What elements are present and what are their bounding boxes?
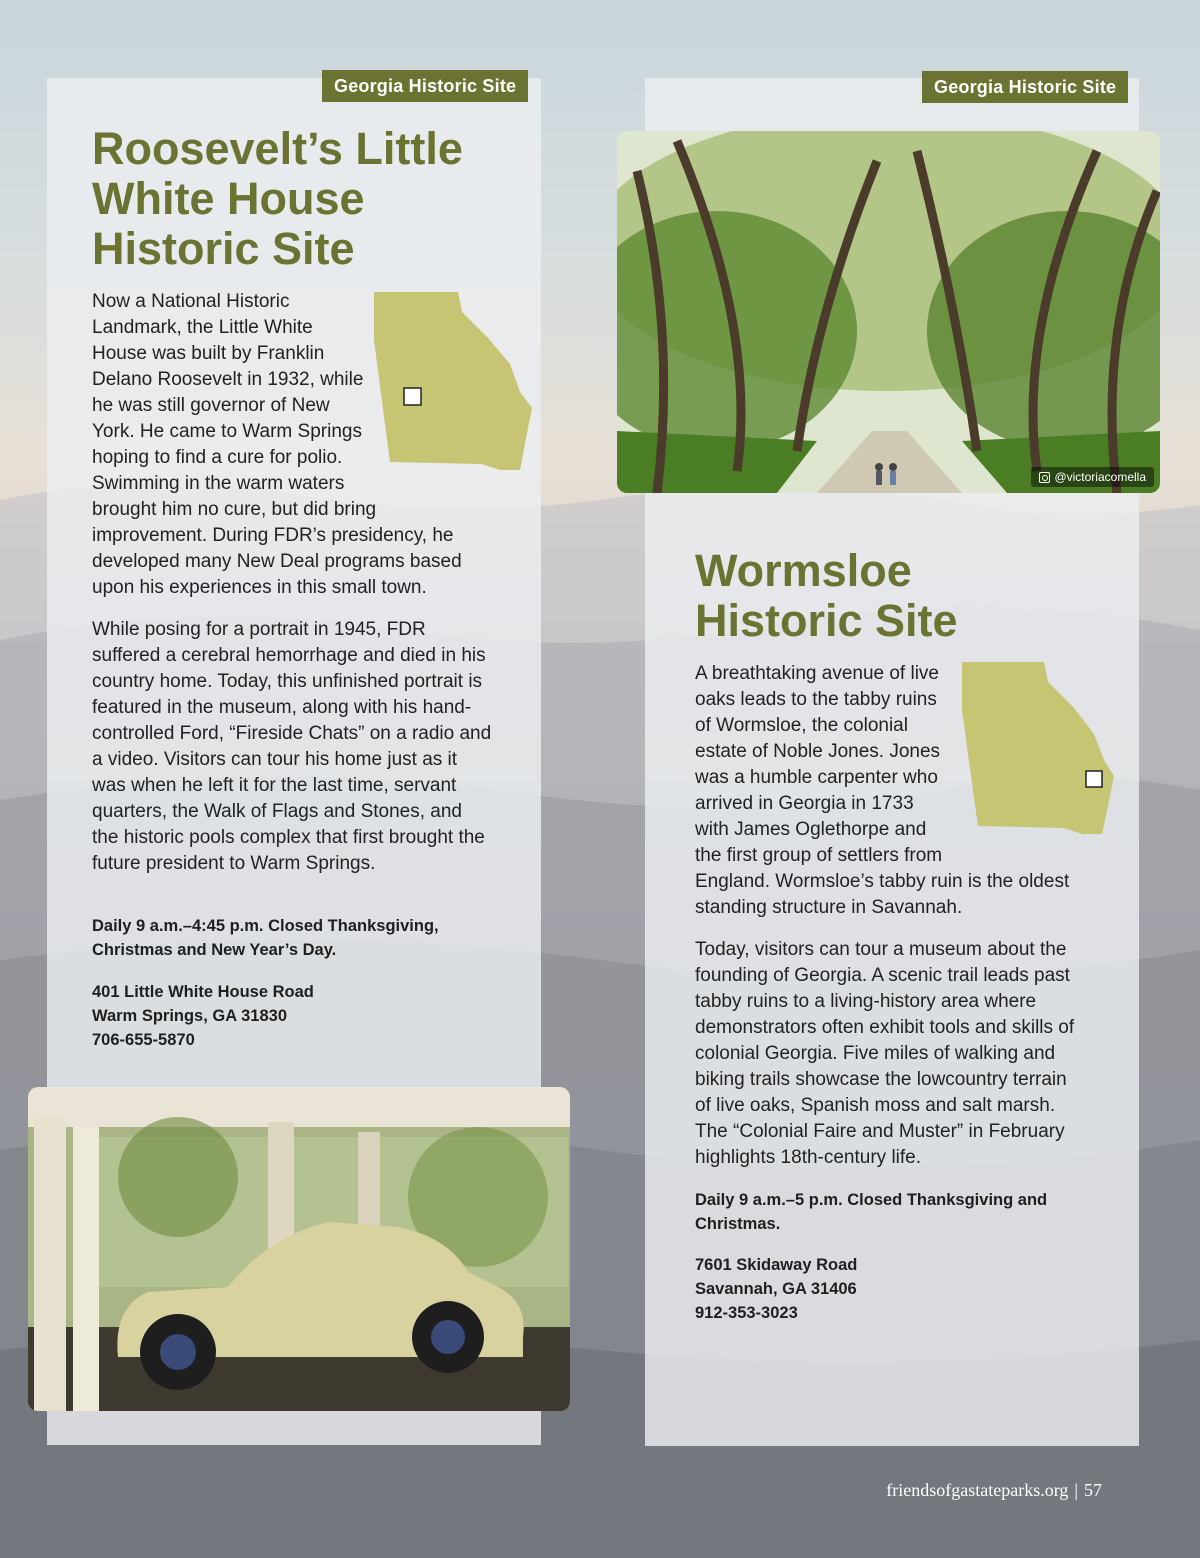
map-wrap-spacer [945, 661, 1085, 851]
right-hours: Daily 9 a.m.–5 p.m. Closed Thanksgiving and Christmas. [695, 1191, 1048, 1233]
page-footer: friendsofgastateparks.org | 57 [886, 1480, 1102, 1500]
right-title: Wormsloe Historic Site [695, 545, 958, 646]
left-address: 401 Little White House Road Warm Springs, GA 31830 706-655-5870 [92, 983, 314, 1049]
left-body: Now a National Historic Landmark, the Little White House was built by Franklin Delano Roosevelt in 1932, while he was still governor of New York. He came to Warm Springs hoping to find a cure for polio. Swimming in the warm waters brought him no cure, but did bring improvement. During FDR’s presidency, he developed many New Deal programs based upon his experiences in this small town. While posing for a portrait in 1945, FDR suffered a cerebral hemorrhage and died in his country home. Today, this unfinished portrait is featured in the museum, along with his hand-controlled Ford, “Fireside Chats” on a radio and a video. Visitors can tour his home just as it was when he left it for the last time, servant quarters, the Walk of Flags and Stones, and the historic pools complex that first brought the future president to Warm Springs. [92, 291, 492, 874]
right-address: 7601 Skidaway Road Savannah, GA 31406 912-353-3023 [695, 1256, 858, 1322]
camera-icon [1039, 472, 1050, 483]
footer-site-link[interactable]: friendsofgastateparks.org [886, 1480, 1069, 1500]
page-number: 57 [1084, 1480, 1102, 1500]
map-wrap-spacer [364, 289, 492, 479]
right-category-tag: Georgia Historic Site [922, 71, 1128, 103]
live-oak-avenue-photo [617, 131, 1160, 493]
fdr-car-photo [28, 1087, 570, 1411]
location-marker-icon [1086, 771, 1102, 787]
right-body: A breathtaking avenue of live oaks leads to the tabby ruins of Wormsloe, the colonial estate of Noble Jones. Jones was a humble carpenter who arrived in Georgia in 1733 with James Oglethorpe and the first group of settlers from England. Wormsloe’s tabby ruin is the oldest standing structure in Savannah. Today, visitors can tour a museum about the founding of Georgia. A scenic trail leads past tabby ruins to a living-history area where demonstrators often exhibit tools and skills of colonial Georgia. Five miles of walking and biking trails showcase the lowcountry terrain of live oaks, Spanish moss and salt marsh. The “Colonial Faire and Muster” in February highlights 18th-century life. [695, 661, 1085, 1187]
left-hours: Daily 9 a.m.–4:45 p.m. Closed Thanksgiving, Christmas and New Year’s Day. [92, 917, 439, 959]
left-title: Roosevelt’s Little White House Historic Site [92, 123, 463, 274]
left-category-tag: Georgia Historic Site [322, 70, 528, 102]
photo-credit: @victoriacomella [1031, 467, 1154, 487]
